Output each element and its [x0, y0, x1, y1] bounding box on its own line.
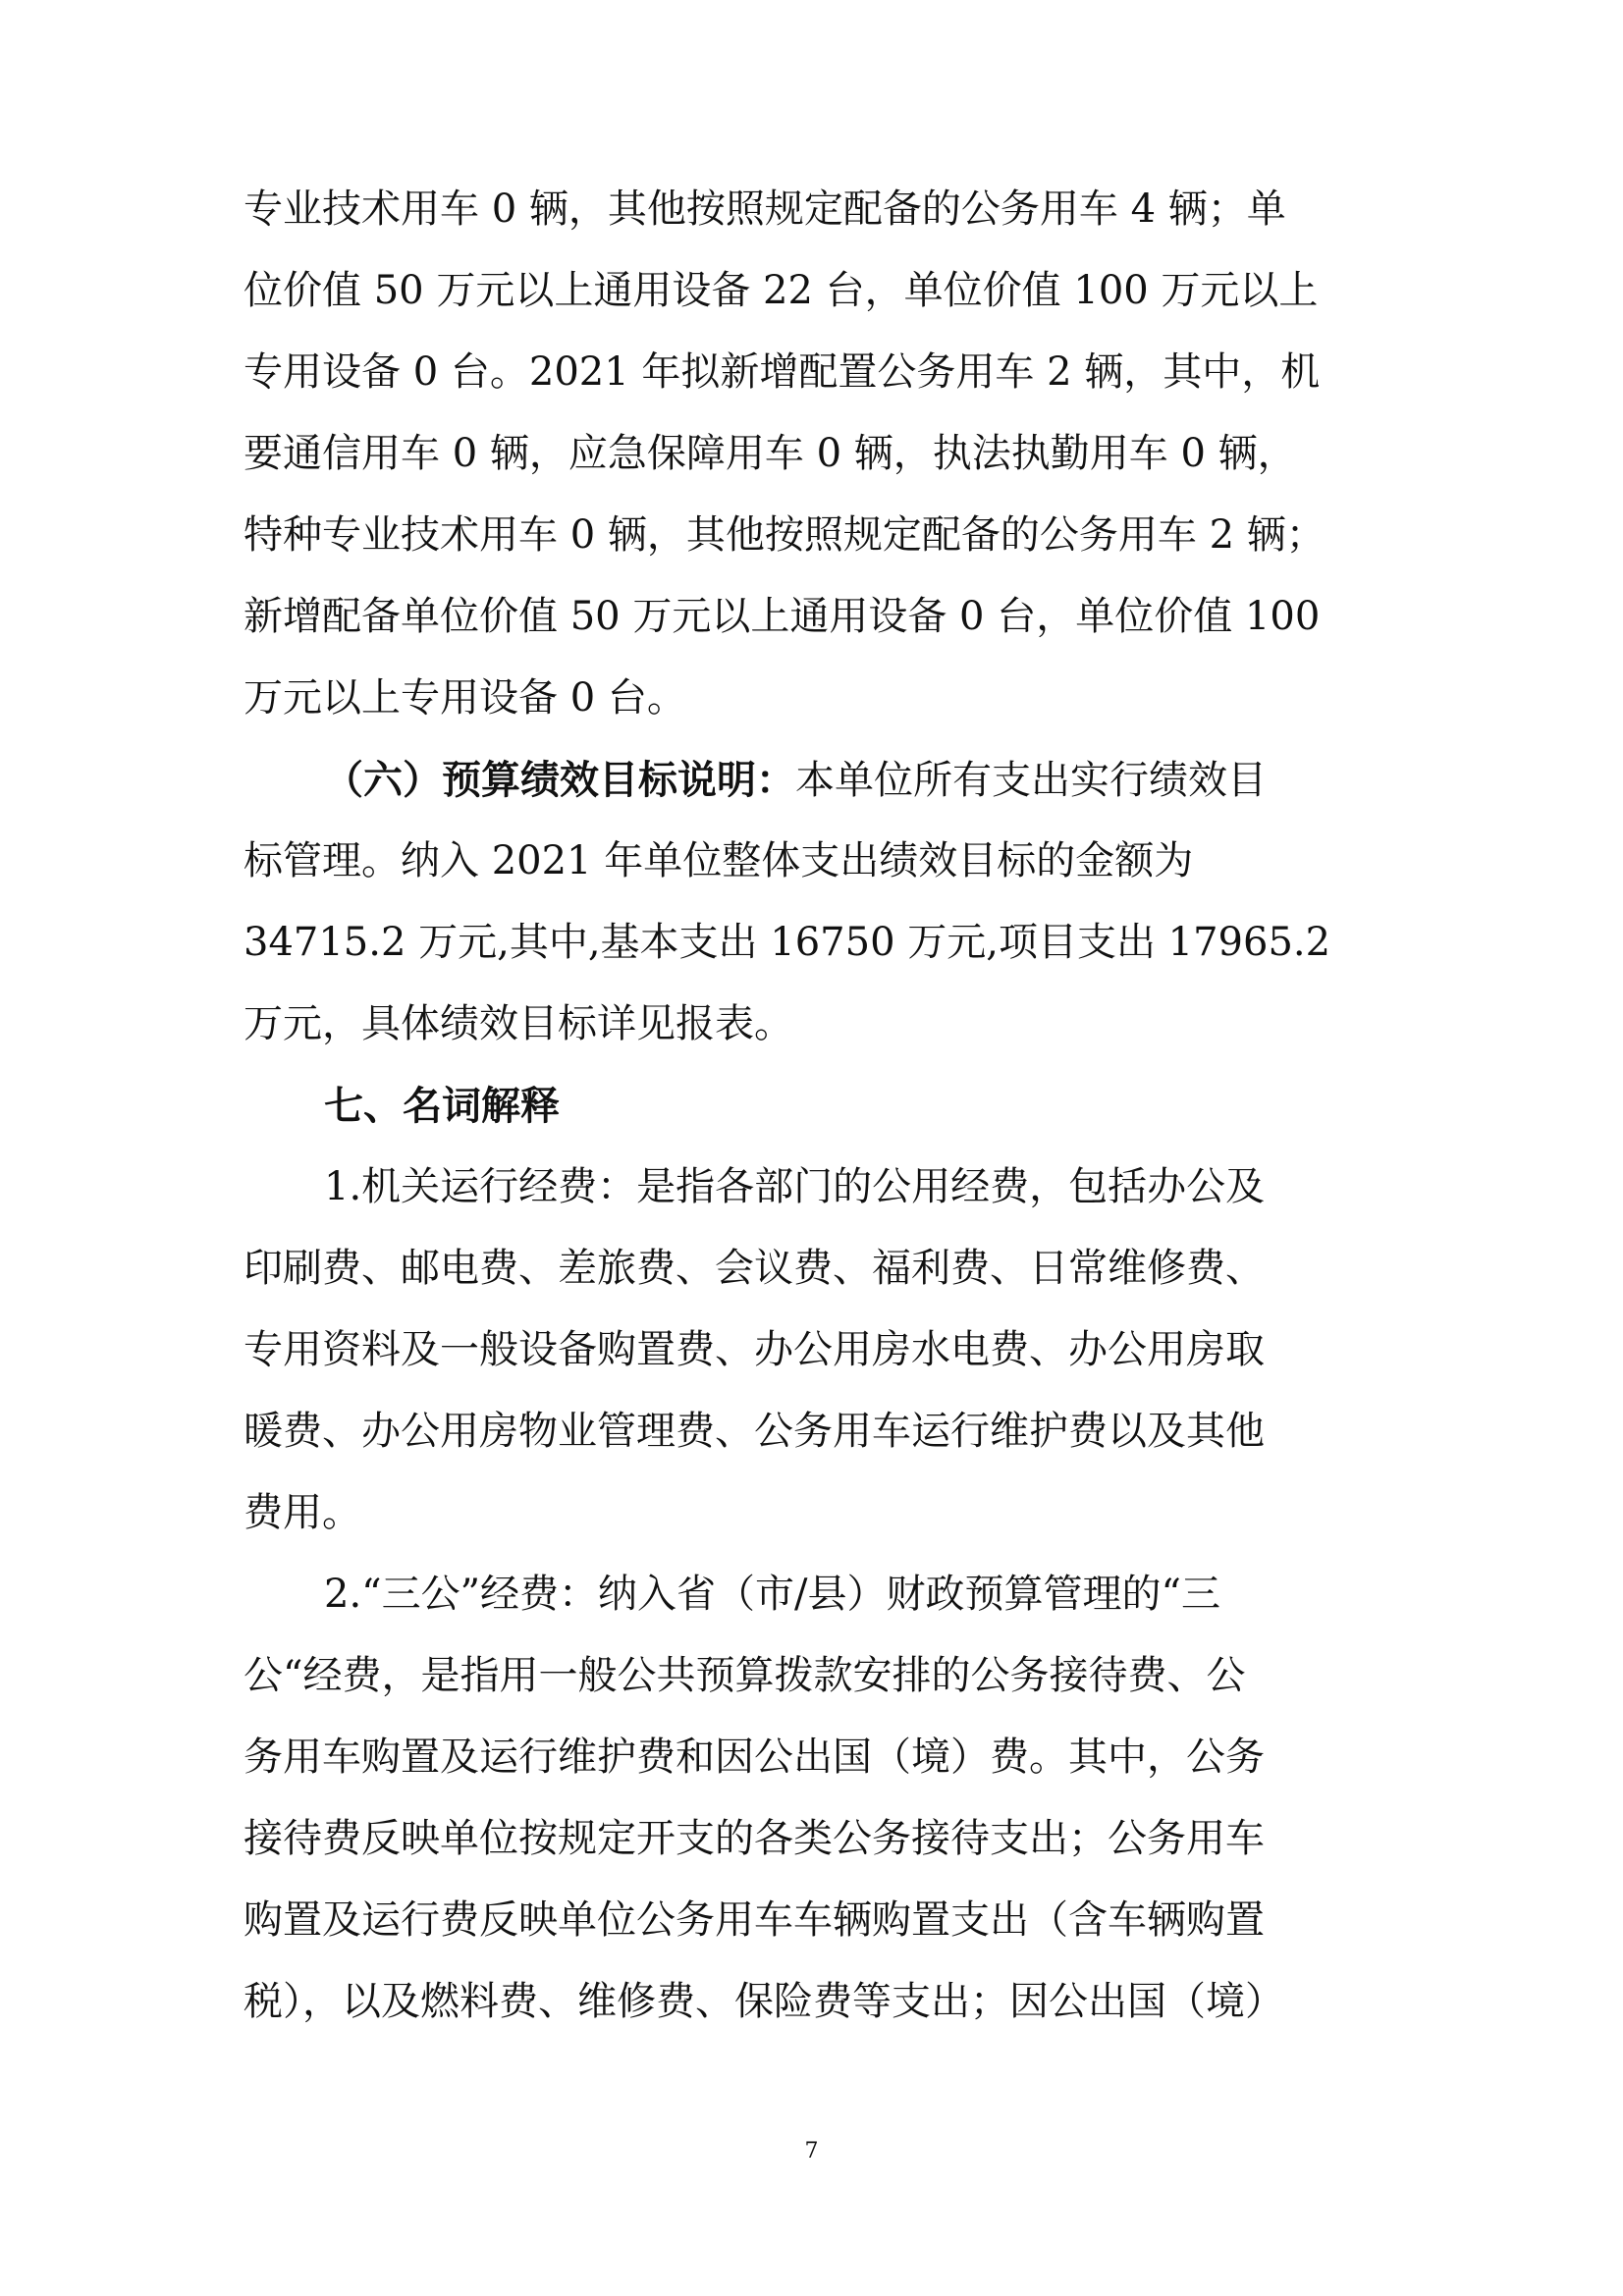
line-text: 位价值 50 万元以上通用设备 22 台，单位价值 100 万元以上 — [243, 268, 1319, 313]
text-line-15 — [243, 1309, 1382, 1391]
text-line-23 — [243, 1961, 1382, 2043]
text-line-9 — [243, 821, 1382, 902]
line-text: 标管理。纳入 2021 年单位整体支出绩效目标的金额为 — [243, 838, 1194, 883]
text-line-17 — [243, 1472, 1382, 1554]
body-text — [243, 169, 1382, 2043]
line-text: 要通信用车 0 辆，应急保障用车 0 辆，执法执勤用车 0 辆， — [243, 431, 1297, 476]
section-heading-glossary — [243, 1065, 1382, 1147]
line-text: 万元以上专用设备 0 台。 — [243, 675, 686, 721]
text-line-1 — [243, 169, 1382, 250]
line-text: 务用车购置及运行维护费和因公出国（境）费。其中，公务 — [243, 1735, 1265, 1780]
text-line-2 — [243, 250, 1382, 332]
line-text: 本单位所有支出实行绩效目 — [795, 758, 1267, 803]
section-heading-performance-goals — [243, 739, 1382, 821]
line-text: 接待费反映单位按规定开支的各类公务接待支出；公务用车 — [243, 1816, 1265, 1861]
text-line-10 — [243, 902, 1382, 984]
line-text: 专用资料及一般设备购置费、办公用房水电费、办公用房取 — [243, 1327, 1265, 1372]
line-text: 暖费、办公用房物业管理费、公务用车运行维护费以及其他 — [243, 1409, 1265, 1454]
text-line-16 — [243, 1391, 1382, 1472]
line-text: 34715.2 万元,其中,基本支出 16750 万元,项目支出 17965.2 — [243, 920, 1331, 965]
text-line-11 — [243, 984, 1382, 1065]
line-text: 特种专业技术用车 0 辆，其他按照规定配备的公务用车 2 辆； — [243, 512, 1325, 558]
section-heading-label: 七、名词解释 — [324, 1083, 560, 1129]
line-text: 万元，具体绩效目标详见报表。 — [243, 1001, 793, 1046]
text-line-20 — [243, 1717, 1382, 1798]
line-text: 专业技术用车 0 辆，其他按照规定配备的公务用车 4 辆；单 — [243, 187, 1286, 232]
text-line-22 — [243, 1880, 1382, 1961]
line-text: 2.“三公”经费：纳入省（市/县）财政预算管理的“三 — [324, 1572, 1220, 1617]
section-heading-label: （六）预算绩效目标说明： — [324, 757, 795, 803]
page-number: 7 — [804, 2139, 819, 2163]
line-text: 专用设备 0 台。2021 年拟新增配置公务用车 2 辆，其中，机 — [243, 349, 1321, 395]
text-line-13 — [243, 1147, 1382, 1228]
text-line-7 — [243, 658, 1382, 739]
line-text: 费用。 — [243, 1490, 361, 1535]
text-line-14 — [243, 1228, 1382, 1309]
line-text: 新增配备单位价值 50 万元以上通用设备 0 台，单位价值 100 — [243, 594, 1321, 639]
text-line-3 — [243, 332, 1382, 413]
line-text: 印刷费、邮电费、差旅费、会议费、福利费、日常维修费、 — [243, 1246, 1265, 1291]
line-text: 税），以及燃料费、维修费、保险费等支出；因公出国（境） — [243, 1979, 1284, 2024]
text-line-18 — [243, 1554, 1382, 1635]
line-text: 购置及运行费反映单位公务用车车辆购置支出（含车辆购置 — [243, 1897, 1265, 1943]
text-line-19 — [243, 1635, 1382, 1717]
text-line-4 — [243, 413, 1382, 495]
text-line-21 — [243, 1798, 1382, 1880]
text-line-5 — [243, 495, 1382, 576]
text-line-6 — [243, 576, 1382, 658]
line-text: 1.机关运行经费：是指各部门的公用经费，包括办公及 — [324, 1164, 1266, 1209]
line-text: 公“经费，是指用一般公共预算拨款安排的公务接待费、公 — [243, 1653, 1246, 1698]
